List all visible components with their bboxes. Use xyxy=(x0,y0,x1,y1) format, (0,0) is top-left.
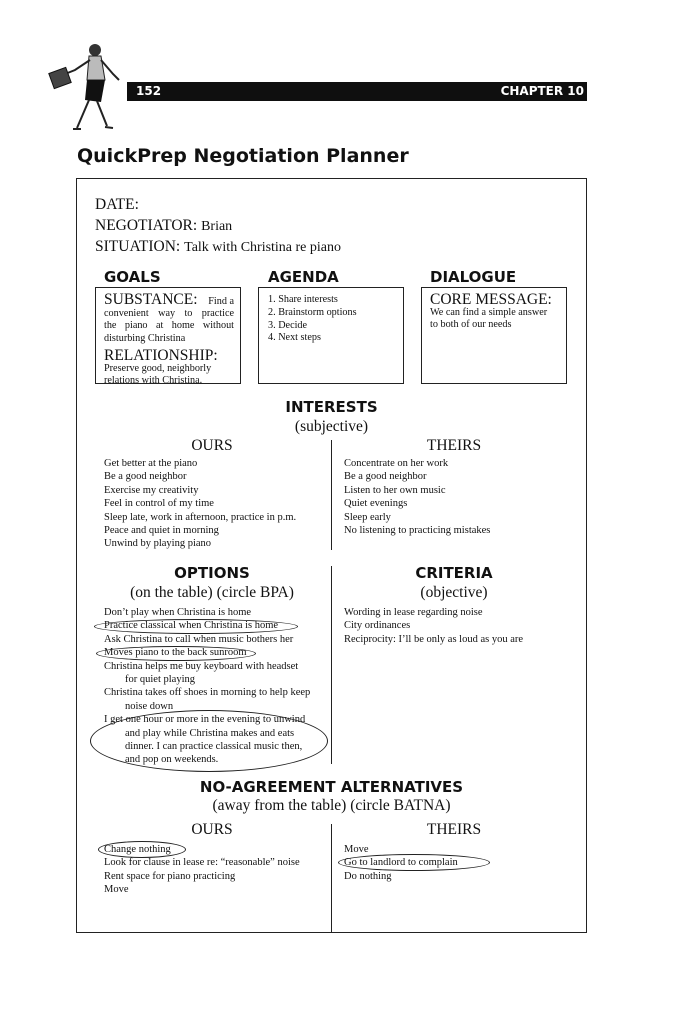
agenda-item: 2. Brainstorm options xyxy=(268,306,357,318)
agenda-item: 1. Share interests xyxy=(268,294,338,305)
interests-subheading: (subjective) xyxy=(294,418,369,435)
list-item: Get better at the piano xyxy=(104,458,198,469)
criteria-item: Reciprocity: I’ll be only as loud as you are xyxy=(344,633,524,645)
list-item: Listen to her own music xyxy=(344,484,446,496)
option-item: Practice classical when Christina is home xyxy=(104,620,279,632)
dialogue-box xyxy=(421,287,567,384)
relationship-label: RELATIONSHIP: xyxy=(104,346,218,364)
criteria-item: Wording in lease regarding noise xyxy=(344,607,483,618)
dialogue-heading: DIALOGUE xyxy=(430,268,517,286)
option-item: Don’t play when Christina is home xyxy=(104,607,252,618)
alternative-item: Change nothing xyxy=(104,844,171,855)
interests-ours-list xyxy=(104,457,296,551)
list-item: Concentrate on her work xyxy=(344,458,449,469)
agenda-box xyxy=(258,287,404,384)
list-item: Exercise my creativity xyxy=(104,484,199,496)
list-item: Be a good neighbor xyxy=(344,471,427,483)
criteria-item: City ordinances xyxy=(344,620,411,632)
page-title: QuickPrep Negotiation Planner xyxy=(77,145,409,167)
list-item: Feel in control of my time xyxy=(104,498,214,510)
negotiator-field: NEGOTIATOR: Brian xyxy=(95,217,233,234)
interests-heading: INTERESTS xyxy=(285,398,378,416)
option-item: noise down xyxy=(125,700,174,712)
option-item: and play while Christina makes and eats xyxy=(125,727,295,739)
option-circle xyxy=(96,646,256,661)
list-item: Sleep early xyxy=(344,511,391,523)
alternative-item: Move xyxy=(104,884,129,896)
alternatives-subheading: (away from the table) (circle BATNA) xyxy=(212,797,451,814)
batna-circle xyxy=(338,854,490,871)
alternatives-theirs-label: THEIRS xyxy=(426,821,482,838)
core-message-line: We can find a simple answer xyxy=(430,307,548,318)
interests-ours-label: OURS xyxy=(191,437,233,454)
alternative-item: Look for clause in lease re: “reasonable” noise xyxy=(104,857,300,869)
goals-box xyxy=(95,287,241,387)
alternatives-divider xyxy=(331,824,332,932)
substance-first: Find a xyxy=(208,296,234,307)
criteria-subheading: (objective) xyxy=(420,584,488,601)
list-item: Be a good neighbor xyxy=(104,471,187,483)
options-subheading: (on the table) (circle BPA) xyxy=(130,584,294,601)
alternatives-heading: NO-AGREEMENT ALTERNATIVES xyxy=(199,778,464,796)
page-number: 152 xyxy=(136,84,162,98)
core-message-line: to both of our needs xyxy=(430,319,512,331)
alternative-item: Rent space for piano practicing xyxy=(104,870,236,882)
option-item: Christina takes off shoes in morning to help keep xyxy=(104,687,311,699)
list-item: Peace and quiet in morning xyxy=(104,525,219,537)
interests-theirs-label: THEIRS xyxy=(426,437,482,454)
list-item: Quiet evenings xyxy=(344,498,408,510)
batna-circle xyxy=(98,841,186,858)
agenda-item: 4. Next steps xyxy=(268,332,321,344)
interests-theirs-list xyxy=(344,457,490,537)
option-circle xyxy=(94,619,298,634)
core-message-label: CORE MESSAGE: xyxy=(430,291,552,308)
alternative-item: Do nothing xyxy=(344,870,392,882)
substance-line: the piano at home without xyxy=(104,320,234,332)
goals-heading: GOALS xyxy=(104,268,161,286)
option-item: I get one hour or more in the evening to unwind xyxy=(104,714,306,726)
criteria-list xyxy=(344,606,523,646)
businesswoman-illustration xyxy=(45,40,125,135)
options-divider xyxy=(331,566,332,764)
option-item: for quiet playing xyxy=(125,674,195,686)
option-circle xyxy=(90,710,328,772)
options-heading: OPTIONS xyxy=(174,564,250,582)
option-item: Ask Christina to call when music bothers her xyxy=(104,633,294,645)
relationship-line: Preserve good, neighborly xyxy=(104,362,212,374)
substance-line: convenient way to practice xyxy=(104,308,234,320)
option-item: Christina helps me buy keyboard with headset xyxy=(104,660,299,672)
substance-label: SUBSTANCE: xyxy=(104,291,198,308)
list-item: Unwind by playing piano xyxy=(104,538,212,550)
interests-divider xyxy=(331,440,332,550)
date-field: DATE: xyxy=(95,196,139,213)
alternative-item: Go to landlord to complain xyxy=(344,857,458,869)
option-item: dinner. I can practice classical music then, xyxy=(125,741,303,753)
situation-field: SITUATION: Talk with Christina re piano xyxy=(95,238,342,255)
chapter-label: CHAPTER 10 xyxy=(500,84,584,98)
option-item: Moves piano to the back sunroom xyxy=(104,647,247,659)
criteria-heading: CRITERIA xyxy=(415,564,493,582)
agenda-heading: AGENDA xyxy=(268,268,339,286)
relationship-line: relations with Christina. xyxy=(104,375,203,387)
option-item: and pop on weekends. xyxy=(125,754,219,766)
alternatives-ours-label: OURS xyxy=(191,821,233,838)
substance-line: disturbing Christina xyxy=(104,332,186,344)
list-item: Sleep late, work in afternoon, practice in p.m. xyxy=(104,511,297,523)
list-item: No listening to practicing mistakes xyxy=(344,525,491,537)
agenda-item: 3. Decide xyxy=(268,319,308,331)
alternative-item: Move xyxy=(344,844,369,855)
